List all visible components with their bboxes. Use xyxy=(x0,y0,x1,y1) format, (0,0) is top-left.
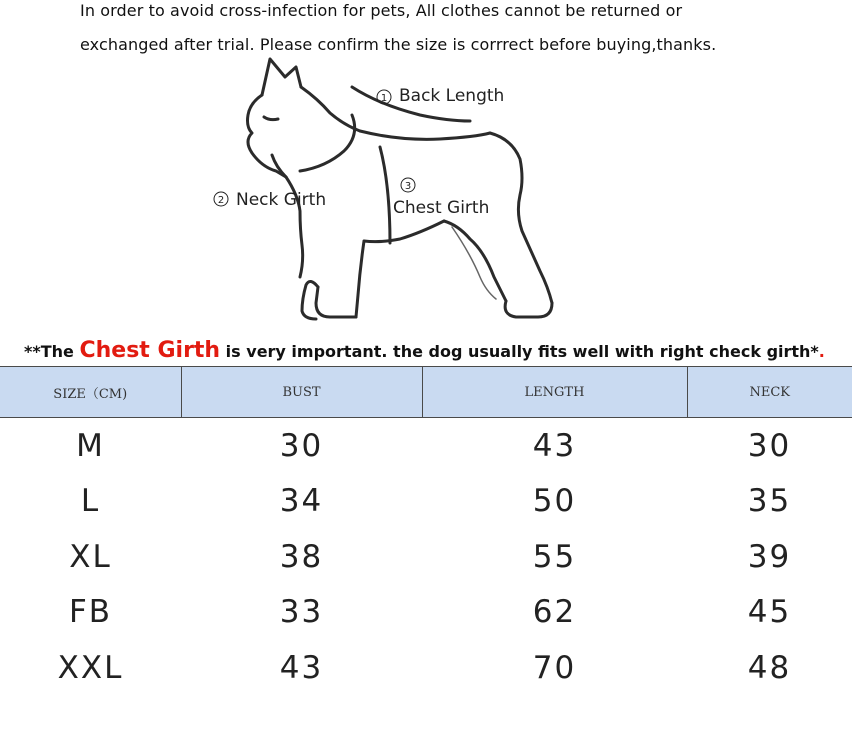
table-row xyxy=(0,585,852,641)
notice-line-1: In order to avoid cross-infection for pets, All clothes cannot be returned or xyxy=(80,1,683,20)
notice-line-2: exchanged after trial. Please confirm the size is corrrect before buying,thanks. xyxy=(80,35,717,54)
header-bust: BUST xyxy=(181,367,422,418)
table-header-row xyxy=(0,367,852,418)
cell-size: FB xyxy=(68,594,113,631)
cell-size: L xyxy=(80,483,101,520)
cell-size: M xyxy=(76,427,105,464)
cell-bust: 30 xyxy=(279,427,324,464)
cell-neck: 39 xyxy=(747,538,792,575)
neck-girth-text: Neck Girth xyxy=(236,190,327,210)
header-length: LENGTH xyxy=(422,367,687,418)
cell-neck: 45 xyxy=(747,594,792,631)
cell-neck: 48 xyxy=(747,649,792,686)
tip-suffix: is very important. the dog usually fits well with right check girth* xyxy=(220,342,819,361)
neck-girth-label xyxy=(214,190,326,210)
size-chart-table xyxy=(0,366,852,696)
back-length-num: 1 xyxy=(380,93,388,104)
tip-end: . xyxy=(818,342,825,361)
tip-prefix: **The xyxy=(24,342,80,361)
neck-girth-num: 2 xyxy=(217,195,225,206)
chest-girth-num: 3 xyxy=(404,181,412,192)
cell-length: 55 xyxy=(532,538,577,575)
cell-neck: 35 xyxy=(747,483,792,520)
cell-bust: 34 xyxy=(279,483,324,520)
tip-highlight: Chest Girth xyxy=(79,338,221,363)
table-row xyxy=(0,418,852,474)
dog-measurement-diagram xyxy=(0,55,852,337)
chest-girth-tip xyxy=(24,338,825,363)
table-row xyxy=(0,529,852,585)
back-length-text: Back Length xyxy=(399,86,505,106)
header-neck: NECK xyxy=(687,367,852,418)
cell-neck: 30 xyxy=(747,427,792,464)
cell-length: 62 xyxy=(532,594,577,631)
chest-girth-text: Chest Girth xyxy=(393,198,490,218)
table-row xyxy=(0,640,852,696)
cell-length: 43 xyxy=(532,427,577,464)
cell-length: 70 xyxy=(532,649,577,686)
cell-size: XXL xyxy=(57,649,124,686)
table-row xyxy=(0,474,852,530)
cell-length: 50 xyxy=(532,483,577,520)
cell-bust: 43 xyxy=(279,649,324,686)
cell-bust: 33 xyxy=(279,594,324,631)
cell-size: XL xyxy=(69,538,112,575)
chest-girth-label xyxy=(393,178,489,218)
back-length-label xyxy=(377,86,504,106)
header-size: SIZE（CM) xyxy=(0,367,181,418)
cell-bust: 38 xyxy=(279,538,324,575)
